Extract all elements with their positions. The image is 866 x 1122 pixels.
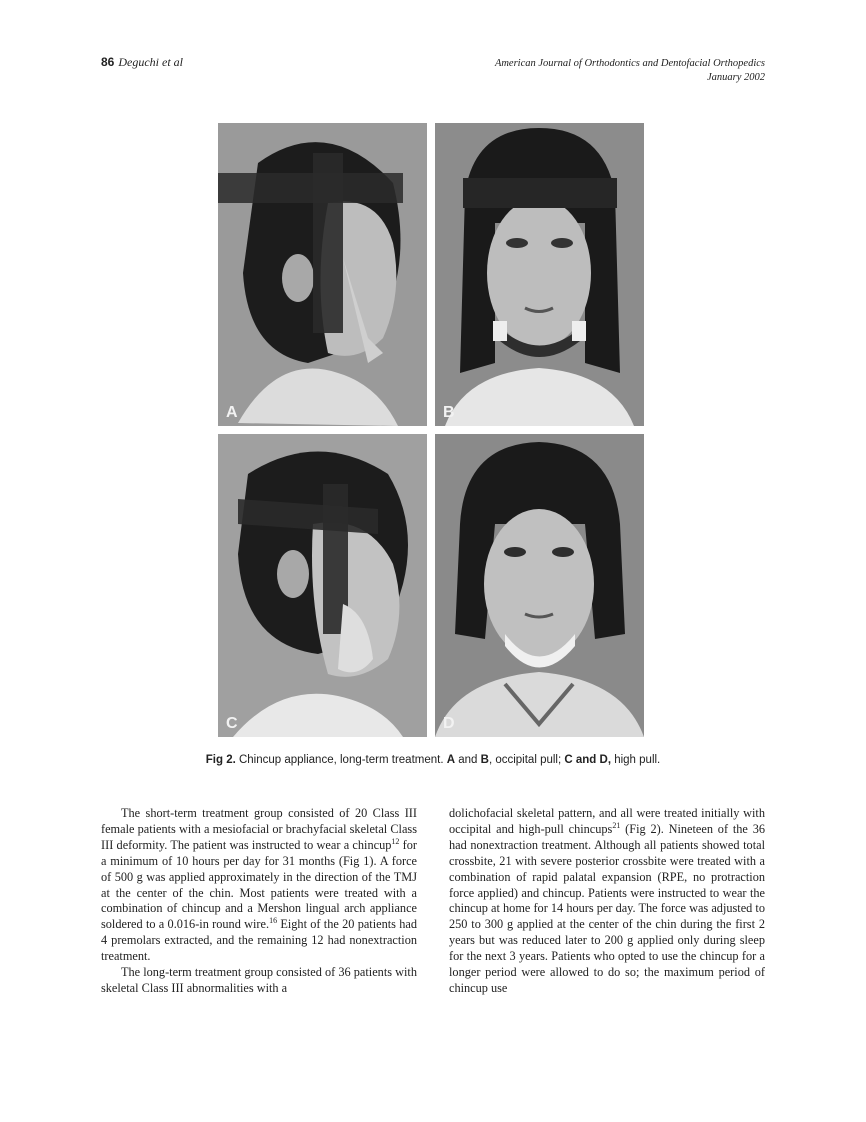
panel-label-d: D: [443, 715, 455, 732]
profile-photo-icon: [218, 123, 427, 426]
caption-text: Chincup appliance, long-term treatment.: [235, 754, 447, 766]
paragraph: [101, 806, 417, 965]
citation: 16: [269, 916, 278, 926]
text-run: for a minimum of 10 hours per day for 31 months (Fig 1). A force of 500 g was applied approximately in the direction of the TMJ at the center of the chin. Most patients were treated with a combination of chincup and a Mershon lingual arch appliance soldered to a 0.016-in round wire.: [101, 837, 417, 932]
issue-date: January 2002: [706, 72, 765, 83]
text-run: The short-term treatment group consisted of 20 Class III female patients with a mesiofacial or brachyfacial skeletal Class III deformity. The patient was instructed to wear a chincup: [101, 806, 417, 852]
citation: 12: [391, 836, 400, 846]
panel-label-b: B: [443, 404, 455, 421]
text-run: dolichofacial skeletal pattern, and all were treated initially with occipital and high-pull chincups: [449, 806, 765, 836]
caption-ref-a: A: [446, 754, 456, 766]
figure-label: Fig 2.: [205, 754, 236, 766]
figure-panel-d: [435, 434, 644, 737]
panel-label-a: A: [226, 404, 238, 421]
citation: 21: [612, 820, 621, 830]
text-run: (Fig 2). Nineteen of the 36 had nonextraction treatment. Although all patients showed total crossbite, 21 with severe posterior crossbite were treated with a combination of rapid palatal expansion (RPE, no protraction force applied) and chincup. Patients were instructed to wear the chincup at home for 14 hours per day. The force was adjusted to 250 to 300 g applied at the center of the chin during the first 2 years but was reduced later to 200 g applied only during sleep for the next 3 years. Patients who opted to use the chincup for a longer period were allowed to do so; the maximum period of chincup use: [449, 821, 765, 995]
page-number: 86: [101, 55, 115, 69]
text-run: Eight of the 20 patients had 4 premolars extracted, and the remaining 12 had nonextraction treatment.: [101, 917, 417, 964]
journal-title: American Journal of Orthodontics and Dentofacial Orthopedics: [494, 58, 765, 69]
caption-text: and: [455, 754, 481, 766]
figure-panel-b: [435, 123, 644, 426]
figure-panel-a: [218, 123, 427, 426]
page-header-right: [495, 57, 765, 85]
text-column-left: [101, 806, 417, 997]
frontal-photo-icon: [435, 123, 644, 426]
figure-caption: [0, 754, 866, 766]
caption-ref-b: B: [480, 754, 489, 766]
paragraph: [449, 806, 765, 997]
figure-panel-c: [218, 434, 427, 737]
caption-text: , occipital pull;: [488, 754, 565, 766]
running-author: Deguchi et al: [118, 55, 184, 69]
frontal-photo-icon: [435, 434, 644, 737]
caption-ref-cd: C and D,: [564, 754, 612, 766]
panel-label-c: C: [226, 715, 238, 732]
page-header-left: [101, 55, 183, 70]
caption-text: high pull.: [611, 754, 661, 766]
paragraph: The long-term treatment group consisted of 36 patients with skeletal Class III abnormalities with a: [101, 965, 417, 995]
text-column-right: [449, 806, 765, 997]
profile-photo-icon: [218, 434, 427, 737]
